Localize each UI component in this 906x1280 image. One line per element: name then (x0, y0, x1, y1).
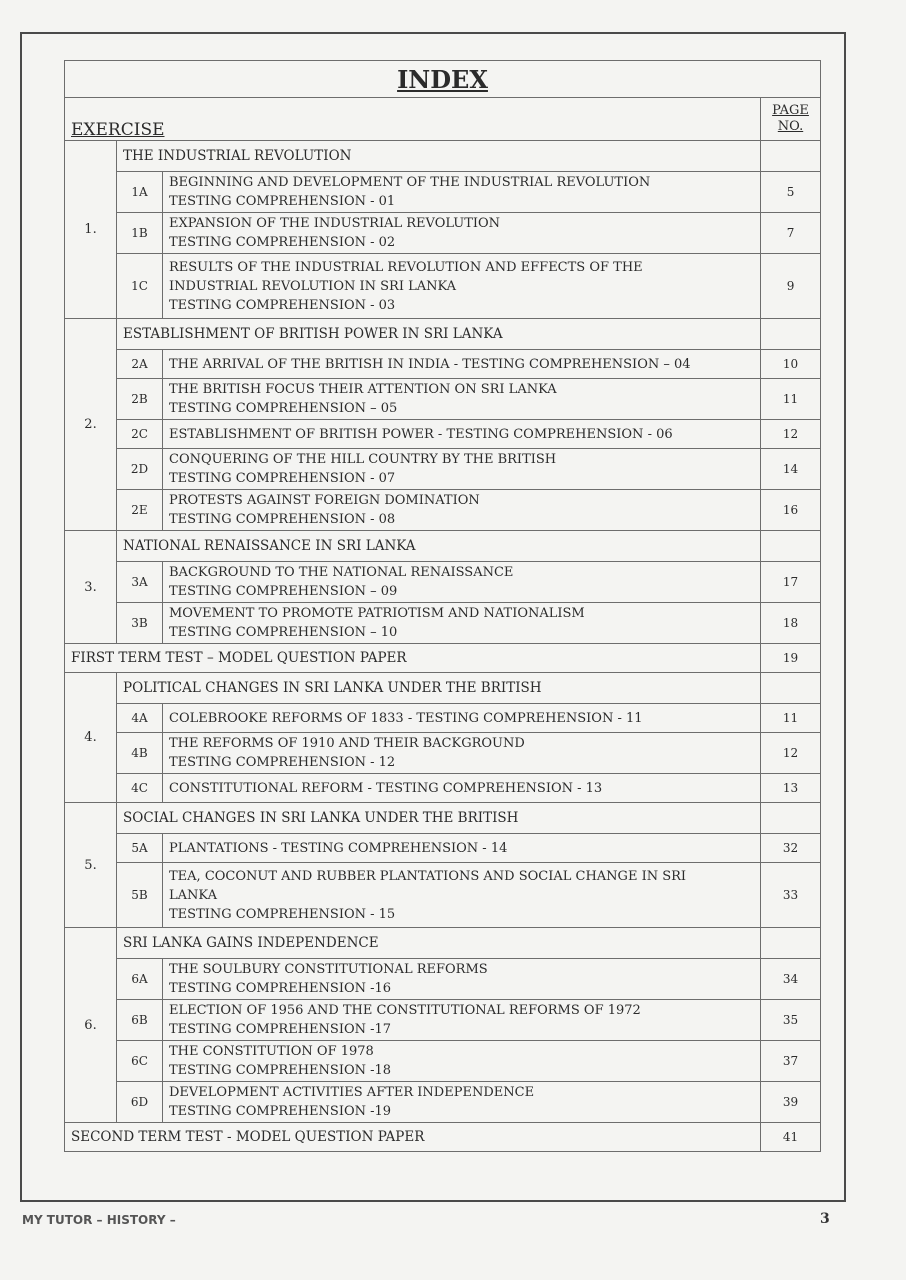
lesson-line: TESTING COMPREHENSION - 02 (169, 235, 396, 250)
lesson-line: INDUSTRIAL REVOLUTION IN SRI LANKA (169, 278, 457, 294)
title-row (65, 61, 821, 98)
page-number-cell: 33 (761, 863, 821, 928)
chapter-title: POLITICAL CHANGES IN SRI LANKA UNDER THE BRITISH (117, 673, 761, 704)
lesson-code: 6C (117, 1041, 163, 1082)
page-number-cell: 14 (761, 449, 821, 490)
lesson-title (163, 254, 761, 319)
lesson-code: 2A (117, 350, 163, 379)
lesson-line: PLANTATIONS - TESTING COMPREHENSION - 14 (169, 840, 508, 856)
lesson-line: BACKGROUND TO THE NATIONAL RENAISSANCE (169, 565, 514, 580)
lesson-line: BEGINNING AND DEVELOPMENT OF THE INDUSTRIAL REVOLUTION (169, 175, 651, 190)
page-number-cell: 34 (761, 959, 821, 1000)
lesson-row (65, 834, 821, 863)
page-number-cell: 5 (761, 172, 821, 213)
lesson-row (65, 254, 821, 319)
lesson-row (65, 490, 821, 531)
term-test-row (65, 644, 821, 673)
lesson-title (163, 863, 761, 928)
page-number-cell: 37 (761, 1041, 821, 1082)
unit-number: 2. (65, 319, 117, 531)
lesson-line: DEVELOPMENT ACTIVITIES AFTER INDEPENDENCE (169, 1085, 535, 1100)
lesson-title (163, 449, 761, 490)
lesson-row (65, 959, 821, 1000)
chapter-row (65, 531, 821, 562)
chapter-title: SRI LANKA GAINS INDEPENDENCE (117, 928, 761, 959)
lesson-line: TESTING COMPREHENSION -18 (169, 1063, 392, 1078)
chapter-row (65, 803, 821, 834)
lesson-title (163, 420, 761, 449)
lesson-line: TESTING COMPREHENSION -16 (169, 981, 392, 996)
chapter-title: ESTABLISHMENT OF BRITISH POWER IN SRI LANKA (117, 319, 761, 350)
page-number-cell: 32 (761, 834, 821, 863)
unit-number: 6. (65, 928, 117, 1123)
chapter-title: THE INDUSTRIAL REVOLUTION (117, 141, 761, 172)
page-number-cell (761, 803, 821, 834)
lesson-code: 6B (117, 1000, 163, 1041)
unit-number: 3. (65, 531, 117, 644)
lesson-code: 6A (117, 959, 163, 1000)
lesson-code: 4B (117, 733, 163, 774)
lesson-line: PROTESTS AGAINST FOREIGN DOMINATION (169, 493, 480, 508)
lesson-line: THE CONSTITUTION OF 1978 (169, 1044, 374, 1059)
lesson-line: TESTING COMPREHENSION -17 (169, 1022, 392, 1037)
lesson-row (65, 1041, 821, 1082)
page-no-heading: PAGE NO. (761, 98, 821, 141)
lesson-code: 3A (117, 562, 163, 603)
lesson-row (65, 449, 821, 490)
lesson-line: ELECTION OF 1956 AND THE CONSTITUTIONAL REFORMS OF 1972 (169, 1003, 641, 1018)
lesson-title (163, 834, 761, 863)
lesson-title (163, 1041, 761, 1082)
term-test-title: FIRST TERM TEST – MODEL QUESTION PAPER (65, 644, 761, 673)
unit-number: 1. (65, 141, 117, 319)
header-row (65, 98, 821, 141)
lesson-line: EXPANSION OF THE INDUSTRIAL REVOLUTION (169, 216, 501, 231)
lesson-row (65, 350, 821, 379)
lesson-row (65, 172, 821, 213)
page-number-cell: 13 (761, 774, 821, 803)
unit-number: 4. (65, 673, 117, 803)
page-number-cell: 39 (761, 1082, 821, 1123)
exercise-heading: EXERCISE (65, 98, 761, 141)
lesson-row (65, 1000, 821, 1041)
page-number-cell: 11 (761, 379, 821, 420)
lesson-title (163, 490, 761, 531)
chapter-title: NATIONAL RENAISSANCE IN SRI LANKA (117, 531, 761, 562)
lesson-title (163, 704, 761, 733)
lesson-line: TESTING COMPREHENSION - 15 (169, 906, 396, 922)
lesson-line: THE ARRIVAL OF THE BRITISH IN INDIA - TESTING COMPREHENSION – 04 (169, 356, 691, 372)
lesson-code: 5A (117, 834, 163, 863)
page-number-cell (761, 319, 821, 350)
lesson-row (65, 863, 821, 928)
lesson-line: TESTING COMPREHENSION – 10 (169, 625, 398, 640)
chapter-row (65, 319, 821, 350)
lesson-title (163, 379, 761, 420)
lesson-line: CONQUERING OF THE HILL COUNTRY BY THE BRITISH (169, 452, 557, 467)
page-number-cell (761, 928, 821, 959)
lesson-title (163, 213, 761, 254)
lesson-title (163, 959, 761, 1000)
lesson-row (65, 603, 821, 644)
index-table (64, 60, 821, 1152)
lesson-code: 1C (117, 254, 163, 319)
lesson-line: TESTING COMPREHENSION - 03 (169, 297, 396, 313)
lesson-code: 2B (117, 379, 163, 420)
lesson-line: TESTING COMPREHENSION – 09 (169, 584, 398, 599)
lesson-row (65, 774, 821, 803)
page-number-cell: 9 (761, 254, 821, 319)
lesson-title (163, 172, 761, 213)
chapter-row (65, 141, 821, 172)
unit-number: 5. (65, 803, 117, 928)
page-number-cell: 19 (761, 644, 821, 673)
lesson-line: MOVEMENT TO PROMOTE PATRIOTISM AND NATIONALISM (169, 606, 585, 621)
lesson-line: THE SOULBURY CONSTITUTIONAL REFORMS (169, 962, 488, 977)
chapter-row (65, 673, 821, 704)
lesson-line: THE BRITISH FOCUS THEIR ATTENTION ON SRI LANKA (169, 382, 557, 397)
lesson-line: THE REFORMS OF 1910 AND THEIR BACKGROUND (169, 736, 525, 751)
lesson-line: LANKA (169, 887, 217, 903)
page-number-cell: 11 (761, 704, 821, 733)
chapter-row (65, 928, 821, 959)
lesson-code: 4C (117, 774, 163, 803)
footer-label: MY TUTOR – HISTORY – (22, 1213, 176, 1227)
page-number-cell: 12 (761, 420, 821, 449)
page-number-cell: 17 (761, 562, 821, 603)
lesson-line: TEA, COCONUT AND RUBBER PLANTATIONS AND SOCIAL CHANGE IN SRI (169, 868, 687, 884)
lesson-line: COLEBROOKE REFORMS OF 1833 - TESTING COMPREHENSION - 11 (169, 710, 643, 726)
lesson-line: TESTING COMPREHENSION - 07 (169, 471, 396, 486)
lesson-line: TESTING COMPREHENSION - 01 (169, 194, 396, 209)
page-number-cell: 7 (761, 213, 821, 254)
lesson-title (163, 350, 761, 379)
lesson-title (163, 1000, 761, 1041)
lesson-title (163, 733, 761, 774)
page-number-cell (761, 673, 821, 704)
lesson-row (65, 1082, 821, 1123)
lesson-code: 5B (117, 863, 163, 928)
page-number-cell: 35 (761, 1000, 821, 1041)
lesson-line: TESTING COMPREHENSION – 05 (169, 401, 398, 416)
lesson-title (163, 1082, 761, 1123)
lesson-line: TESTING COMPREHENSION - 08 (169, 512, 396, 527)
lesson-row (65, 213, 821, 254)
lesson-line: TESTING COMPREHENSION - 12 (169, 755, 396, 770)
page-number-cell: 12 (761, 733, 821, 774)
lesson-row (65, 379, 821, 420)
lesson-title (163, 774, 761, 803)
page-number: 3 (820, 1211, 830, 1227)
lesson-code: 3B (117, 603, 163, 644)
lesson-row (65, 733, 821, 774)
lesson-line: ESTABLISHMENT OF BRITISH POWER - TESTING COMPREHENSION - 06 (169, 426, 673, 442)
lesson-title (163, 603, 761, 644)
term-test-title: SECOND TERM TEST - MODEL QUESTION PAPER (65, 1123, 761, 1152)
page-number-cell: 16 (761, 490, 821, 531)
lesson-row (65, 420, 821, 449)
lesson-line: TESTING COMPREHENSION -19 (169, 1104, 392, 1119)
page-number-cell: 41 (761, 1123, 821, 1152)
lesson-code: 1A (117, 172, 163, 213)
lesson-row (65, 704, 821, 733)
lesson-code: 2D (117, 449, 163, 490)
lesson-code: 6D (117, 1082, 163, 1123)
lesson-code: 2E (117, 490, 163, 531)
page-number-cell: 18 (761, 603, 821, 644)
lesson-row (65, 562, 821, 603)
lesson-title (163, 562, 761, 603)
page-number-cell (761, 141, 821, 172)
lesson-line: CONSTITUTIONAL REFORM - TESTING COMPREHENSION - 13 (169, 780, 603, 796)
page-number-cell: 10 (761, 350, 821, 379)
index-title: INDEX (65, 61, 821, 98)
chapter-title: SOCIAL CHANGES IN SRI LANKA UNDER THE BRITISH (117, 803, 761, 834)
lesson-code: 1B (117, 213, 163, 254)
lesson-code: 2C (117, 420, 163, 449)
page-number-cell (761, 531, 821, 562)
lesson-code: 4A (117, 704, 163, 733)
lesson-line: RESULTS OF THE INDUSTRIAL REVOLUTION AND EFFECTS OF THE (169, 259, 643, 275)
term-test-row (65, 1123, 821, 1152)
